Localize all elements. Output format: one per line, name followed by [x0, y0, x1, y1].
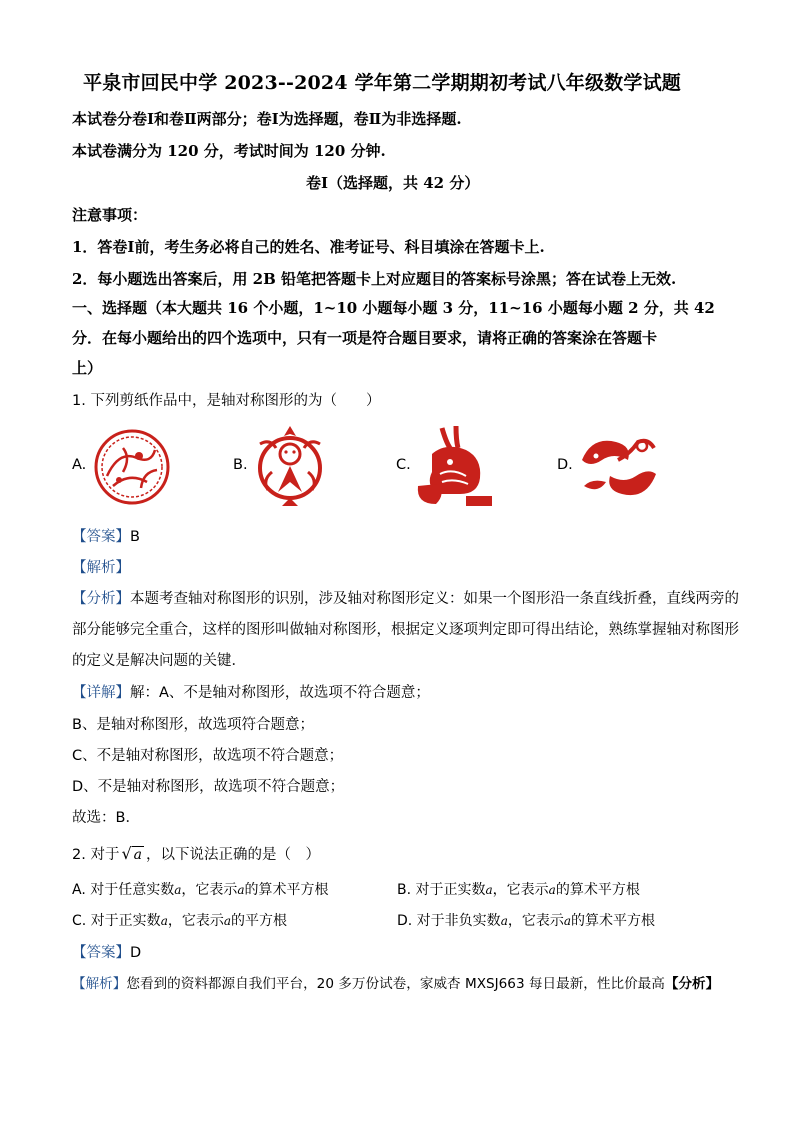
q1-analysis-tag: 【分析】: [72, 591, 130, 607]
q2-analysis-tag: 【分析】: [664, 976, 720, 992]
intro-line-1: 本试卷分卷Ⅰ和卷Ⅱ两部分；卷Ⅰ为选择题，卷Ⅱ为非选择题.: [72, 110, 462, 128]
q1-option-c-label: C.: [396, 457, 411, 473]
papercut-b-image: [252, 424, 328, 508]
q2-option-b: B. 对于正实数a，它表示a的算术平方根: [397, 882, 640, 898]
q1-analysis-line-1: 本题考查轴对称图形的识别，涉及轴对称图形定义：如果一个图形沿一条直线折叠，直线两旁的: [130, 591, 739, 607]
q2-stem: [72, 843, 320, 864]
sqrt-a-expression: √ a: [121, 844, 143, 863]
q1-option-d-label: D.: [557, 457, 573, 473]
part1-line-1: 一、选择题（本大题共 16 个小题，1~10 小题每小题 3 分，11~16 小题每小题 2 分，共 42: [72, 299, 715, 317]
notes-item-1: 1．答卷Ⅰ前，考生务必将自己的姓名、准考证号、科目填涂在答题卡上.: [72, 238, 545, 256]
q1-detail-c: C、不是轴对称图形，故选项不符合题意；: [72, 748, 344, 764]
q2-option-d: D. 对于非负实数a，它表示a的算术平方根: [397, 913, 655, 929]
part1-line-2: 分．在每小题给出的四个选项中，只有一项是符合题目要求，请将正确的答案涂在答题卡: [72, 329, 658, 347]
q1-option-b-label: B.: [233, 457, 248, 473]
q2-stem-pre: 2. 对于: [72, 847, 120, 863]
notes-item-2: 2．每小题选出答案后，用 2B 铅笔把答题卡上对应题目的答案标号涂黑；答在试卷上无效.: [72, 270, 677, 288]
q1-detail-d: D、不是轴对称图形，故选项不符合题意；: [72, 779, 345, 795]
q1-explain-tag: 【解析】: [72, 560, 130, 576]
q1-answer-tag: 【答案】: [72, 529, 130, 545]
q1-stem: 1. 下列剪纸作品中，是轴对称图形的为（ ）: [72, 393, 381, 409]
q2-option-c: C. 对于正实数a，它表示a的平方根: [72, 913, 287, 929]
papercut-c-image: [416, 424, 494, 508]
q2-answer-value: D: [130, 945, 142, 961]
q2-stem-post: ，以下说法正确的是（ ）: [146, 847, 321, 863]
q1-choose: 故选：B．: [72, 810, 140, 826]
papercut-a-image: [93, 428, 171, 506]
intro-line-2: 本试卷满分为 120 分，考试时间为 120 分钟.: [72, 142, 386, 160]
q2-explain-text: 您看到的资料都源自我们平台，20 多万份试卷，家威杏 MXSJ663 每日最新，性比价最高: [126, 976, 665, 992]
sqrt-radicand: a: [133, 847, 143, 863]
q1-detail-tag: 【详解】: [72, 685, 130, 701]
q1-answer-value: B: [130, 529, 140, 545]
q1-option-a-label: A.: [72, 457, 87, 473]
q2-option-a: A. 对于任意实数a，它表示a的算术平方根: [72, 882, 329, 898]
notes-heading: 注意事项：: [72, 206, 148, 224]
part1-line-3: 上）: [72, 359, 103, 377]
q2-answer-tag: 【答案】: [72, 945, 130, 961]
q1-detail-a: 解：A、不是轴对称图形，故选项不符合题意；: [130, 685, 430, 701]
q2-explain-tag: 【解析】: [72, 976, 127, 992]
q1-analysis-line-2: 部分能够完全重合，这样的图形叫做轴对称图形，根据定义逐项判定即可得出结论，熟练掌握轴对称图形: [72, 622, 739, 638]
section-heading: 卷Ⅰ（选择题，共 42 分）: [306, 174, 480, 192]
papercut-d-image: [578, 430, 660, 504]
q1-analysis-line-3: 的定义是解决问题的关键．: [72, 653, 246, 669]
q1-detail-b: B、是轴对称图形，故选项符合题意；: [72, 717, 314, 733]
page-title: 平泉市回民中学 2023--2024 学年第二学期期初考试八年级数学试题: [83, 72, 681, 94]
